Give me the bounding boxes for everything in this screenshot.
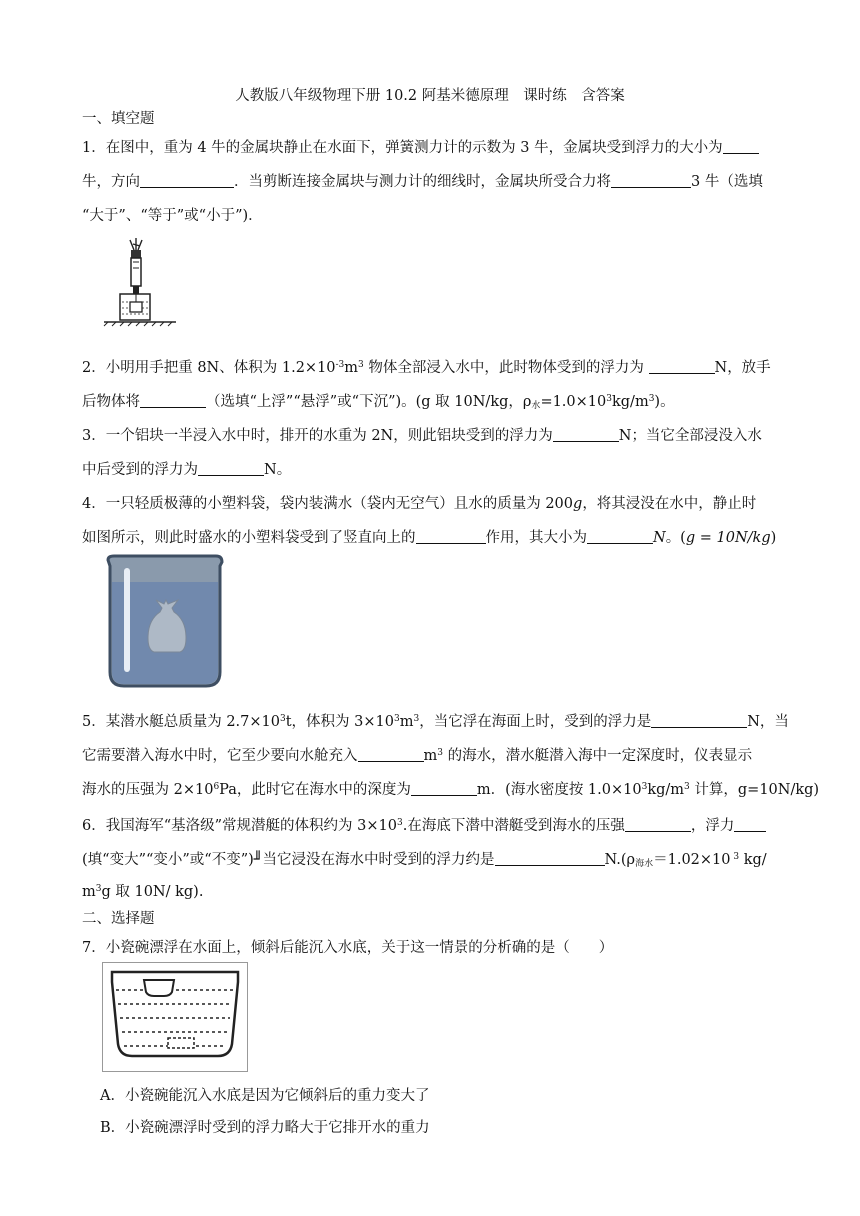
q5-line3: 海水的压强为 $2\times 10^6Pa$，此时它在海水中的深度为 m．(海水密度按 $1.0\times 10^3kg/m^3$ 计算，g=10N/kg) bbox=[82, 782, 820, 798]
q4-blank-1[interactable] bbox=[416, 529, 486, 544]
section-fill-in: 一、填空题 bbox=[82, 111, 155, 127]
q1-blank-2[interactable] bbox=[140, 173, 234, 188]
q3-line1: 3．一个铝块一半浸入水中时，排开的水重为 2N，则此铝块受到的浮力为 N；当它全部浸没入水 bbox=[82, 428, 762, 444]
q2-line1: 2．小明用手把重 8N、体积为 $1.2\times 10^{-3}m^3$ 物体全部浸入水中，此时物体受到的浮力为 N，放手 bbox=[82, 360, 771, 376]
q5-blank-1[interactable] bbox=[651, 713, 747, 728]
q7-option-b[interactable]: B．小瓷碗漂浮时受到的浮力略大于它排开水的重力 bbox=[100, 1120, 430, 1136]
q3-blank-2[interactable] bbox=[198, 461, 264, 476]
q2-blank-1[interactable] bbox=[649, 359, 715, 374]
q1-blank-1[interactable] bbox=[723, 139, 759, 154]
q2-line2: 后物体将 （选填“上浮”“悬浮”或“下沉”)。(g 取 10N/kg，$\rho_水=1.0\times 10^3kg/m^3$)。 bbox=[82, 394, 675, 411]
q6-blank-3[interactable] bbox=[495, 851, 605, 866]
q5-line2: 它需要潜入海水中时，它至少要向水舱充入 $m^3$ 的海水，潜水艇潜入海中一定深度时，仪表显示 bbox=[82, 748, 753, 764]
q5-blank-3[interactable] bbox=[411, 781, 477, 796]
q6-line3: $m^3g$ 取 10N/ kg). bbox=[82, 884, 204, 900]
q7-stem: 7．小瓷碗漂浮在水面上，倾斜后能沉入水底，关于这一情景的分析确的是（ ） bbox=[82, 940, 614, 956]
spring-scale-figure bbox=[100, 236, 180, 328]
page-title: 人教版八年级物理下册 10.2 阿基米德原理 课时练 含答案 bbox=[235, 88, 625, 104]
q1-line2: 牛，方向 ．当剪断连接金属块与测力计的细线时，金属块所受合力将 3 牛（选填 bbox=[82, 174, 763, 190]
q4-line2: 如图所示，则此时盛水的小塑料袋受到了竖直向上的 作用，其大小为 N。(g = 10N/kg) bbox=[82, 530, 777, 546]
q1-line1: 1．在图中，重为 4 牛的金属块静止在水面下，弹簧测力计的示数为 3 牛，金属块受到浮力的大小为 bbox=[82, 136, 782, 157]
q6-blank-2[interactable] bbox=[734, 817, 766, 832]
q4-blank-2[interactable] bbox=[587, 529, 653, 544]
q6-line2: (填“变大”“变小”或“不变”)╜当它浸没在海水中时受到的浮力约是 $N.(\rho_{海水}=1.02\times 10$ $^3$ kg/ bbox=[82, 852, 767, 869]
q5-line1: 5．某潜水艇总质量为 $2.7\times 10^3t$，体积为 $3\times 10^3m^3$，当它浮在海面上时，受到的浮力是 N，当 bbox=[82, 714, 789, 730]
q4-line1: 4．一只轻质极薄的小塑料袋，袋内装满水（袋内无空气）且水的质量为 200g，将其浸没在水中，静止时 bbox=[82, 496, 757, 512]
bowl-in-water-figure bbox=[102, 962, 248, 1072]
q6-line1: 6．我国海军“基洛级”常规潜艇的体积约为 $3\times 10^3$.在海底下潜中潜艇受到海水的压强 ，浮力 bbox=[82, 814, 782, 835]
q3-blank-1[interactable] bbox=[553, 427, 619, 442]
q3-line2: 中后受到的浮力为 N。 bbox=[82, 462, 292, 478]
q1-line3: “大于”、“等于”或“小于”)． bbox=[82, 208, 263, 224]
q6-blank-1[interactable] bbox=[625, 817, 691, 832]
q5-blank-2[interactable] bbox=[358, 747, 424, 762]
q7-option-a[interactable]: A．小瓷碗能沉入水底是因为它倾斜后的重力变大了 bbox=[100, 1088, 430, 1104]
q1-blank-3[interactable] bbox=[611, 173, 691, 188]
beaker-bag-figure bbox=[104, 554, 226, 690]
q2-blank-2[interactable] bbox=[140, 393, 206, 408]
section-multiple-choice: 二、选择题 bbox=[82, 911, 155, 927]
